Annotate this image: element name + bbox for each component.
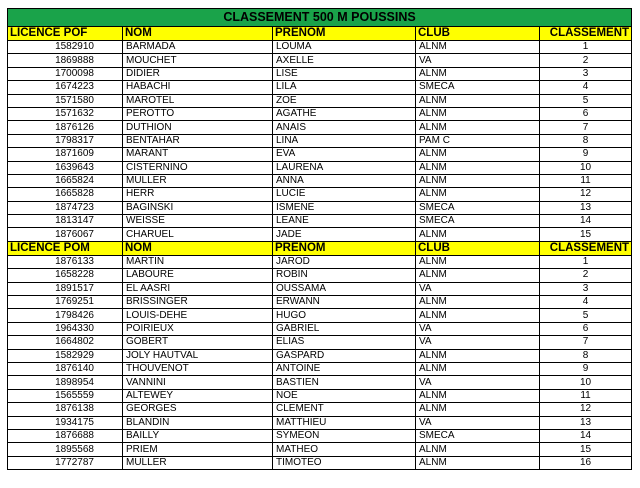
cell-club: VA xyxy=(416,376,540,389)
table-row xyxy=(8,228,632,241)
cell-classement: 6 xyxy=(540,107,632,120)
cell-nom: MOUCHET xyxy=(123,54,273,67)
cell-nom: WEISSE xyxy=(123,215,273,228)
table-row xyxy=(8,389,632,402)
column-header-club: CLUB xyxy=(416,27,540,41)
cell-prenom: TIMOTEO xyxy=(273,456,416,469)
table-row xyxy=(8,121,632,134)
cell-nom: BAILLY xyxy=(123,429,273,442)
cell-prenom: AXELLE xyxy=(273,54,416,67)
cell-prenom: LAURENA xyxy=(273,161,416,174)
cell-nom: CISTERNINO xyxy=(123,161,273,174)
table-row xyxy=(8,282,632,295)
cell-club: ALNM xyxy=(416,107,540,120)
cell-licence: 1869888 xyxy=(8,54,123,67)
cell-classement: 10 xyxy=(540,161,632,174)
cell-classement: 9 xyxy=(540,148,632,161)
cell-club: VA xyxy=(416,416,540,429)
cell-nom: PEROTTO xyxy=(123,107,273,120)
cell-prenom: ZOE xyxy=(273,94,416,107)
cell-classement: 9 xyxy=(540,362,632,375)
cell-licence: 1582929 xyxy=(8,349,123,362)
cell-nom: MAROTEL xyxy=(123,94,273,107)
cell-classement: 13 xyxy=(540,416,632,429)
cell-prenom: GABRIEL xyxy=(273,322,416,335)
cell-licence: 1798426 xyxy=(8,309,123,322)
cell-nom: POIRIEUX xyxy=(123,322,273,335)
cell-classement: 8 xyxy=(540,134,632,147)
table-row xyxy=(8,94,632,107)
column-header-prenom: PRENOM xyxy=(273,241,416,255)
cell-classement: 8 xyxy=(540,349,632,362)
cell-licence: 1891517 xyxy=(8,282,123,295)
cell-prenom: ERWANN xyxy=(273,296,416,309)
column-header-licence: LICENCE POF xyxy=(8,27,123,41)
cell-club: ALNM xyxy=(416,255,540,268)
cell-licence: 1798317 xyxy=(8,134,123,147)
cell-prenom: HUGO xyxy=(273,309,416,322)
cell-licence: 1934175 xyxy=(8,416,123,429)
cell-nom: HERR xyxy=(123,188,273,201)
table-row xyxy=(8,134,632,147)
cell-nom: JOLY HAUTVAL xyxy=(123,349,273,362)
cell-licence: 1571632 xyxy=(8,107,123,120)
cell-prenom: ANTOINE xyxy=(273,362,416,375)
cell-nom: EL AASRI xyxy=(123,282,273,295)
cell-licence: 1876688 xyxy=(8,429,123,442)
cell-club: ALNM xyxy=(416,269,540,282)
cell-classement: 4 xyxy=(540,296,632,309)
cell-club: ALNM xyxy=(416,403,540,416)
cell-classement: 6 xyxy=(540,322,632,335)
cell-nom: CHARUEL xyxy=(123,228,273,241)
cell-prenom: AGATHE xyxy=(273,107,416,120)
cell-club: ALNM xyxy=(416,296,540,309)
sheet-title: CLASSEMENT 500 M POUSSINS xyxy=(8,9,632,27)
cell-licence: 1772787 xyxy=(8,456,123,469)
cell-club: ALNM xyxy=(416,362,540,375)
cell-prenom: LUCIE xyxy=(273,188,416,201)
cell-licence: 1876140 xyxy=(8,362,123,375)
cell-classement: 12 xyxy=(540,188,632,201)
cell-prenom: OUSSAMA xyxy=(273,282,416,295)
table-row xyxy=(8,429,632,442)
table-row xyxy=(8,322,632,335)
table-row xyxy=(8,161,632,174)
cell-prenom: LISE xyxy=(273,67,416,80)
cell-classement: 5 xyxy=(540,94,632,107)
table-row xyxy=(8,107,632,120)
cell-nom: LABOURE xyxy=(123,269,273,282)
cell-classement: 2 xyxy=(540,269,632,282)
cell-club: SMECA xyxy=(416,81,540,94)
table-row xyxy=(8,456,632,469)
cell-licence: 1876133 xyxy=(8,255,123,268)
cell-nom: MULLER xyxy=(123,174,273,187)
cell-licence: 1876126 xyxy=(8,121,123,134)
cell-licence: 1700098 xyxy=(8,67,123,80)
cell-nom: PRIEM xyxy=(123,443,273,456)
cell-prenom: ANAIS xyxy=(273,121,416,134)
cell-classement: 1 xyxy=(540,255,632,268)
cell-licence: 1874723 xyxy=(8,201,123,214)
cell-classement: 12 xyxy=(540,403,632,416)
cell-club: ALNM xyxy=(416,389,540,402)
table-row xyxy=(8,376,632,389)
cell-prenom: BASTIEN xyxy=(273,376,416,389)
cell-classement: 11 xyxy=(540,174,632,187)
cell-club: VA xyxy=(416,54,540,67)
cell-classement: 4 xyxy=(540,81,632,94)
cell-prenom: LILA xyxy=(273,81,416,94)
column-header-licence: LICENCE POM xyxy=(8,241,123,255)
cell-prenom: ISMENE xyxy=(273,201,416,214)
cell-licence: 1813147 xyxy=(8,215,123,228)
cell-nom: BRISSINGER xyxy=(123,296,273,309)
cell-club: VA xyxy=(416,322,540,335)
cell-classement: 7 xyxy=(540,121,632,134)
table-row xyxy=(8,81,632,94)
cell-nom: GOBERT xyxy=(123,336,273,349)
cell-prenom: NOE xyxy=(273,389,416,402)
cell-classement: 14 xyxy=(540,429,632,442)
cell-licence: 1895568 xyxy=(8,443,123,456)
table-row xyxy=(8,349,632,362)
cell-licence: 1674223 xyxy=(8,81,123,94)
ranking-table xyxy=(7,8,632,470)
cell-prenom: MATTHIEU xyxy=(273,416,416,429)
cell-licence: 1571580 xyxy=(8,94,123,107)
title-row xyxy=(8,9,632,27)
cell-nom: BAGINSKI xyxy=(123,201,273,214)
cell-prenom: SYMEON xyxy=(273,429,416,442)
cell-classement: 16 xyxy=(540,456,632,469)
cell-prenom: CLEMENT xyxy=(273,403,416,416)
table-row xyxy=(8,296,632,309)
table-row xyxy=(8,201,632,214)
cell-prenom: ROBIN xyxy=(273,269,416,282)
ranking-sheet xyxy=(7,8,631,470)
header-row xyxy=(8,27,632,41)
cell-licence: 1665824 xyxy=(8,174,123,187)
cell-licence: 1582910 xyxy=(8,41,123,54)
table-row xyxy=(8,148,632,161)
cell-club: ALNM xyxy=(416,174,540,187)
column-header-classement: CLASSEMENT xyxy=(540,27,632,41)
cell-licence: 1664802 xyxy=(8,336,123,349)
cell-prenom: LINA xyxy=(273,134,416,147)
cell-classement: 2 xyxy=(540,54,632,67)
cell-licence: 1769251 xyxy=(8,296,123,309)
cell-club: ALNM xyxy=(416,456,540,469)
table-row xyxy=(8,255,632,268)
cell-prenom: LEANE xyxy=(273,215,416,228)
cell-nom: HABACHI xyxy=(123,81,273,94)
column-header-nom: NOM xyxy=(123,27,273,41)
cell-classement: 3 xyxy=(540,67,632,80)
cell-club: ALNM xyxy=(416,148,540,161)
cell-licence: 1876138 xyxy=(8,403,123,416)
cell-prenom: JADE xyxy=(273,228,416,241)
cell-nom: DIDIER xyxy=(123,67,273,80)
cell-nom: ALTEWEY xyxy=(123,389,273,402)
cell-prenom: ELIAS xyxy=(273,336,416,349)
cell-club: ALNM xyxy=(416,228,540,241)
cell-classement: 15 xyxy=(540,443,632,456)
cell-club: SMECA xyxy=(416,429,540,442)
cell-club: ALNM xyxy=(416,443,540,456)
cell-club: ALNM xyxy=(416,121,540,134)
header-row xyxy=(8,241,632,255)
table-row xyxy=(8,215,632,228)
table-row xyxy=(8,416,632,429)
cell-club: ALNM xyxy=(416,188,540,201)
column-header-club: CLUB xyxy=(416,241,540,255)
cell-nom: DUTHION xyxy=(123,121,273,134)
cell-club: ALNM xyxy=(416,349,540,362)
cell-licence: 1898954 xyxy=(8,376,123,389)
cell-prenom: GASPARD xyxy=(273,349,416,362)
cell-prenom: EVA xyxy=(273,148,416,161)
cell-nom: GEORGES xyxy=(123,403,273,416)
cell-classement: 5 xyxy=(540,309,632,322)
cell-licence: 1565559 xyxy=(8,389,123,402)
cell-licence: 1964330 xyxy=(8,322,123,335)
table-row xyxy=(8,362,632,375)
cell-prenom: MATHEO xyxy=(273,443,416,456)
table-row xyxy=(8,188,632,201)
cell-licence: 1871609 xyxy=(8,148,123,161)
cell-prenom: ANNA xyxy=(273,174,416,187)
cell-nom: MARTIN xyxy=(123,255,273,268)
cell-nom: THOUVENOT xyxy=(123,362,273,375)
cell-prenom: JAROD xyxy=(273,255,416,268)
cell-club: VA xyxy=(416,282,540,295)
cell-classement: 3 xyxy=(540,282,632,295)
cell-classement: 14 xyxy=(540,215,632,228)
cell-licence: 1658228 xyxy=(8,269,123,282)
cell-classement: 7 xyxy=(540,336,632,349)
cell-club: VA xyxy=(416,336,540,349)
cell-nom: BARMADA xyxy=(123,41,273,54)
cell-nom: BLANDIN xyxy=(123,416,273,429)
cell-licence: 1876067 xyxy=(8,228,123,241)
cell-licence: 1665828 xyxy=(8,188,123,201)
cell-nom: MULLER xyxy=(123,456,273,469)
table-row xyxy=(8,443,632,456)
column-header-nom: NOM xyxy=(123,241,273,255)
cell-club: ALNM xyxy=(416,94,540,107)
cell-club: ALNM xyxy=(416,161,540,174)
table-row xyxy=(8,309,632,322)
cell-classement: 1 xyxy=(540,41,632,54)
cell-club: SMECA xyxy=(416,215,540,228)
table-row xyxy=(8,54,632,67)
table-row xyxy=(8,67,632,80)
cell-nom: MARANT xyxy=(123,148,273,161)
table-row xyxy=(8,269,632,282)
cell-licence: 1639643 xyxy=(8,161,123,174)
cell-nom: BENTAHAR xyxy=(123,134,273,147)
cell-club: PAM C xyxy=(416,134,540,147)
cell-club: ALNM xyxy=(416,67,540,80)
table-row xyxy=(8,336,632,349)
cell-classement: 11 xyxy=(540,389,632,402)
table-row xyxy=(8,174,632,187)
table-row xyxy=(8,403,632,416)
cell-club: ALNM xyxy=(416,309,540,322)
cell-nom: LOUIS-DEHE xyxy=(123,309,273,322)
cell-nom: VANNINI xyxy=(123,376,273,389)
column-header-prenom: PRENOM xyxy=(273,27,416,41)
cell-classement: 10 xyxy=(540,376,632,389)
column-header-classement: CLASSEMENT xyxy=(540,241,632,255)
cell-classement: 13 xyxy=(540,201,632,214)
cell-prenom: LOUMA xyxy=(273,41,416,54)
table-row xyxy=(8,41,632,54)
cell-classement: 15 xyxy=(540,228,632,241)
cell-club: SMECA xyxy=(416,201,540,214)
cell-club: ALNM xyxy=(416,41,540,54)
